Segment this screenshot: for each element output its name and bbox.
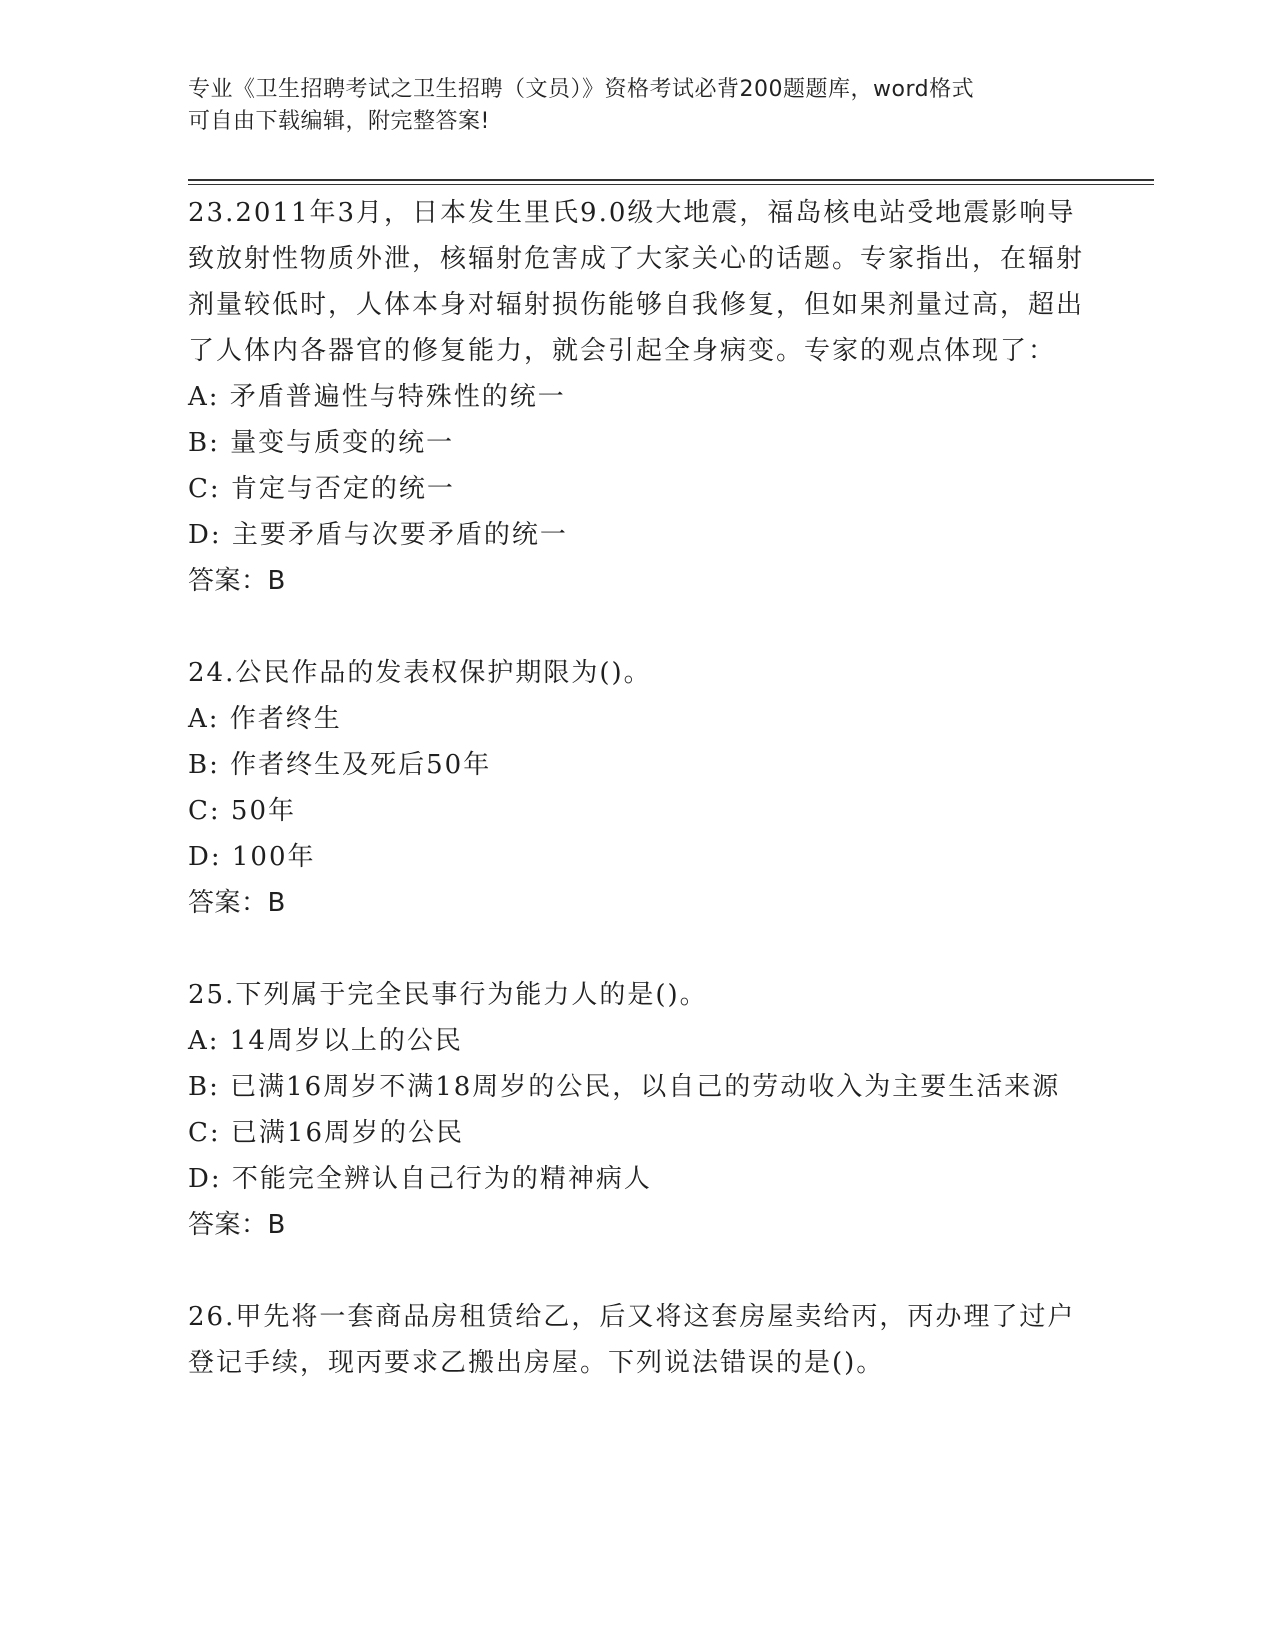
question-stem: 26.甲先将一套商品房租赁给乙，后又将这套房屋卖给丙，丙办理了过户登记手续，现丙要求乙搬出房屋。下列说法错误的是()。 [188, 1302, 1076, 1378]
document-header [188, 74, 1068, 138]
header-divider-thin [188, 184, 1154, 185]
question-26 [188, 1294, 1088, 1386]
question-25 [188, 972, 1088, 1248]
option-d: D: 不能完全辨认自己行为的精神病人 [188, 1164, 652, 1194]
question-spacer [188, 1248, 1088, 1294]
option-c: C: 已满16周岁的公民 [188, 1118, 465, 1148]
option-c: C: 肯定与否定的统一 [188, 474, 455, 504]
option-a: A: 14周岁以上的公民 [188, 1026, 463, 1056]
option-c: C: 50年 [188, 796, 297, 826]
question-spacer [188, 604, 1088, 650]
option-a: A: 矛盾普遍性与特殊性的统一 [188, 382, 566, 412]
answer: 答案：B [188, 1210, 286, 1240]
question-stem: 24.公民作品的发表权保护期限为()。 [188, 658, 652, 688]
header-divider-thick [188, 179, 1154, 181]
option-b: B: 已满16周岁不满18周岁的公民，以自己的劳动收入为主要生活来源 [188, 1072, 1061, 1102]
answer: 答案：B [188, 566, 286, 596]
question-stem: 25.下列属于完全民事行为能力人的是()。 [188, 980, 708, 1010]
question-spacer [188, 926, 1088, 972]
question-list [188, 190, 1088, 1386]
option-d: D: 主要矛盾与次要矛盾的统一 [188, 520, 568, 550]
option-b: B: 量变与质变的统一 [188, 428, 455, 458]
option-d: D: 100年 [188, 842, 316, 872]
question-23 [188, 190, 1088, 604]
question-24 [188, 650, 1088, 926]
answer: 答案：B [188, 888, 286, 918]
question-stem: 23.2011年3月，日本发生里氏9.0级大地震，福岛核电站受地震影响导致放射性物质外泄，核辐射危害成了大家关心的话题。专家指出，在辐射剂量较低时，人体本身对辐射损伤能够自我修复，但如果剂量过高，超出了人体内各器官的修复能力，就会引起全身病变。专家的观点体现了： [188, 198, 1085, 366]
header-line-2: 可自由下载编辑，附完整答案! [188, 109, 490, 134]
option-a: A: 作者终生 [188, 704, 342, 734]
header-line-1: 专业《卫生招聘考试之卫生招聘（文员）》资格考试必背200题题库，word格式 [188, 77, 975, 102]
option-b: B: 作者终生及死后50年 [188, 750, 492, 780]
